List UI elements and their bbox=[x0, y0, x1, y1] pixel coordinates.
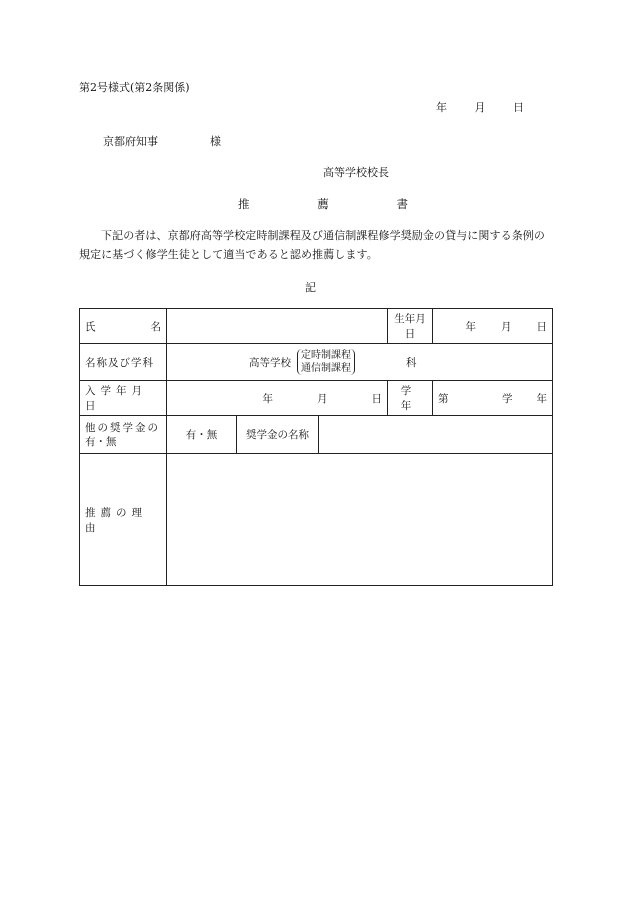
department-suffix: 科 bbox=[406, 356, 417, 369]
course-options bbox=[297, 349, 355, 375]
reason-label bbox=[80, 454, 167, 586]
admission-date-field[interactable] bbox=[167, 381, 388, 416]
grade-prefix: 第 bbox=[438, 392, 449, 405]
honorific: 様 bbox=[210, 135, 221, 148]
table-row bbox=[80, 416, 553, 454]
school-suffix: 高等学校 bbox=[249, 356, 291, 369]
other-scholarship-label-2: 有・無 bbox=[85, 435, 117, 448]
table-row bbox=[80, 309, 553, 344]
body-text: 下記の者は、京都府高等学校定時制課程及び通信制課程修学奨励金の貸与に関する条例の規定に基づく修学生徒として適当であると認め推薦します。 bbox=[79, 229, 545, 261]
table-row bbox=[80, 454, 553, 586]
addressee bbox=[103, 133, 221, 149]
admission-label-text: 入学年月日 bbox=[85, 385, 147, 412]
reason-label-text: 推薦の理由 bbox=[85, 506, 147, 534]
birth-month-label: 月 bbox=[501, 320, 512, 333]
date-month-label: 月 bbox=[474, 101, 486, 114]
course-tsushinsei: 通信制課程 bbox=[301, 363, 351, 374]
document-title bbox=[238, 196, 408, 212]
table-row bbox=[80, 381, 553, 416]
grade-label-text: 学年 bbox=[400, 385, 420, 412]
table-row bbox=[80, 344, 553, 381]
school-label-text: 名称及び学科 bbox=[85, 356, 154, 369]
date-year-label: 年 bbox=[436, 101, 447, 114]
admission-year-label: 年 bbox=[262, 392, 273, 405]
title-char-3: 書 bbox=[396, 197, 408, 211]
recommendation-table bbox=[79, 308, 571, 586]
birth-date-label: 生年月日 bbox=[388, 309, 433, 344]
title-char-2: 薦 bbox=[317, 197, 329, 211]
reason-field[interactable] bbox=[167, 454, 553, 586]
ki-heading: 記 bbox=[305, 281, 316, 294]
name-label-char-2: 名 bbox=[150, 320, 161, 333]
admission-label bbox=[80, 381, 167, 416]
scholarship-name-label: 奨学金の名称 bbox=[237, 416, 319, 454]
birth-date-field[interactable] bbox=[433, 309, 553, 344]
course-teijisei: 定時制課程 bbox=[301, 350, 351, 361]
other-scholarship-value[interactable]: 有・無 bbox=[167, 416, 237, 454]
document-date bbox=[436, 99, 524, 115]
date-day-label: 日 bbox=[513, 101, 524, 114]
admission-month-label: 月 bbox=[317, 392, 328, 405]
form-number: 第2号様式(第2条関係) bbox=[79, 81, 190, 94]
admission-day-label: 日 bbox=[371, 392, 382, 405]
addressee-name: 京都府知事 bbox=[103, 135, 158, 148]
grade-label bbox=[388, 381, 433, 416]
other-scholarship-label-1: 他の奨学金の bbox=[85, 421, 160, 434]
issuer: 高等学校校長 bbox=[323, 166, 389, 179]
grade-field[interactable] bbox=[433, 381, 571, 416]
name-label-char-1: 氏 bbox=[85, 320, 96, 333]
birth-day-label: 日 bbox=[536, 320, 547, 333]
school-field[interactable] bbox=[167, 344, 553, 381]
birth-year-label: 年 bbox=[465, 320, 476, 333]
grade-suffix: 学年 bbox=[502, 392, 571, 405]
scholarship-name-field[interactable] bbox=[319, 416, 553, 454]
name-label bbox=[80, 309, 167, 344]
school-label bbox=[80, 344, 167, 381]
title-char-1: 推 bbox=[238, 197, 250, 211]
other-scholarship-label bbox=[80, 416, 167, 454]
name-field[interactable] bbox=[167, 309, 388, 344]
